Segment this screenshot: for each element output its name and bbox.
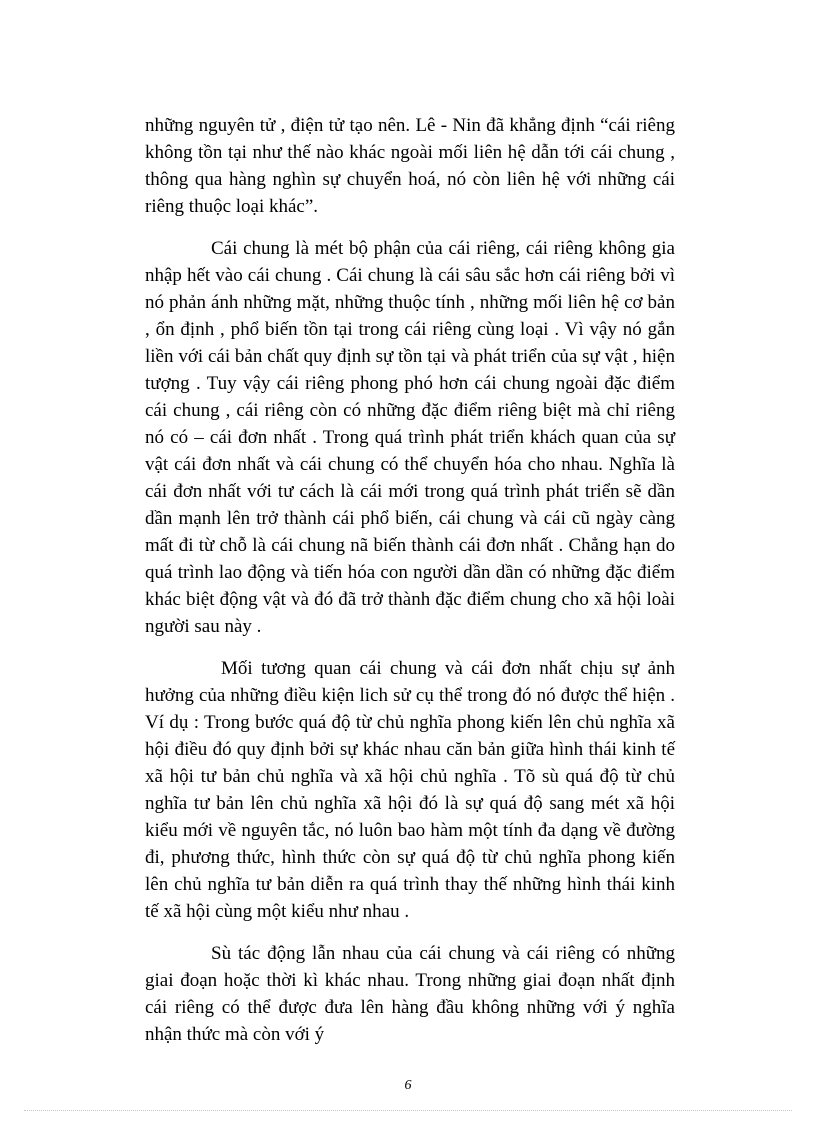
paragraph-2: Cái chung là mét bộ phận của cái riêng, cái riêng không gia nhập hết vào cái chung . Cái chung là cái sâu sắc hơn cái riêng bởi vì nó phản ánh những mặt, những thuộc tính , những mối liên hệ cơ bản , ổn định , phổ biến tồn tại trong cái riêng cùng loại . Vì vậy nó gắn liền với cái bản chất quy định sự tồn tại và phát triển của sự vật , hiện tượng . Tuy vậy cái riêng phong phó hơn cái chung ngoài đặc điểm cái chung , cái riêng còn có những đặc điểm riêng biệt mà chỉ riêng nó có – cái đơn nhất . Trong quá trình phát triển khách quan của sự vật cái đơn nhất và cái chung có thể chuyển hóa cho nhau. Nghĩa là cái đơn nhất với tư cách là cái mới trong quá trình phát triển sẽ dần dần mạnh lên trở thành cái phổ biến, cái chung và cái cũ ngày càng mất đi từ chỗ là cái chung nã biến thành cái đơn nhất . Chẳng hạn do quá trình lao động và tiến hóa con người dần dần có những đặc điểm khác biệt động vật và đó đã trở thành đặc điểm chung cho xã hội loài người sau này . bbox=[145, 238, 675, 637]
paragraph-3: Mối tương quan cái chung và cái đơn nhất chịu sự ảnh hưởng của những điều kiện lich sử cụ thể trong đó nó được thể hiện . Ví dụ : Trong bước quá độ từ chủ nghĩa phong kiến lên chủ nghĩa xã hội điều đó quy định bởi sự khác nhau căn bản giữa hình thái kinh tế xã hội tư bản chủ nghĩa và xã hội chủ nghĩa . Tõ sù quá độ từ chủ nghĩa tư bản lên chủ nghĩa xã hội đó là sự quá độ sang mét xã hội kiểu mới về nguyên tắc, nó luôn bao hàm một tính đa dạng về đường đi, phương thức, hình thức còn sự quá độ từ chủ nghĩa phong kiến lên chủ nghĩa tư bản diễn ra quá trình thay thế những hình thái kinh tế xã hội cùng một kiểu như nhau . bbox=[145, 658, 675, 922]
body-text bbox=[145, 112, 675, 1048]
page-bottom-divider bbox=[24, 1110, 792, 1111]
paragraph-1: những nguyên tử , điện tử tạo nên. Lê - Nin đã khẳng định “cái riêng không tồn tại như thế nào khác ngoài mối liên hệ dẫn tới cái chung , thông qua hàng nghìn sự chuyển hoá, nó còn liên hệ với những cái riêng thuộc loại khác”. bbox=[145, 115, 675, 217]
page-number: 6 bbox=[404, 1078, 412, 1093]
paragraph-4: Sù tác động lẫn nhau của cái chung và cái riêng có những giai đoạn hoặc thời kì khác nhau. Trong những giai đoạn nhất định cái riêng có thể được đưa lên hàng đầu không những với ý nghĩa nhận thức mà còn với ý bbox=[145, 943, 675, 1045]
